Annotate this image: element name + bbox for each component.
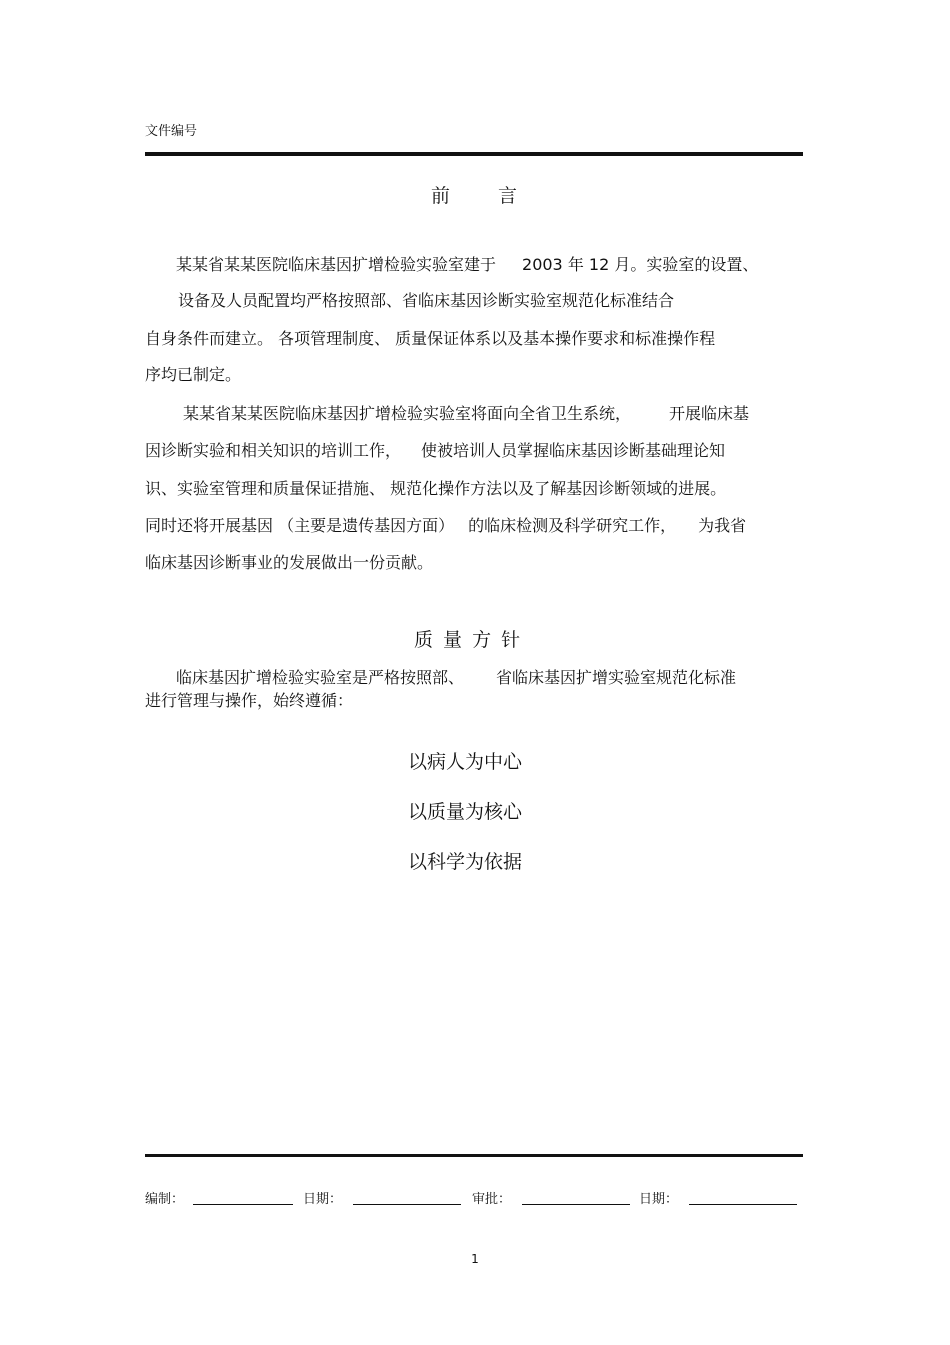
text-segment: 使被培训人员掌握临床基因诊断基础理论知 (421, 441, 726, 460)
preface-p2-line-5: 临床基因诊断事业的发展做出一份贡献。 (145, 553, 434, 572)
text-segment: 某某省某某医院临床基因扩增检验实验室将面向全省卫生系统， (183, 404, 632, 423)
motto-patient-centered: 以病人为中心 (408, 751, 523, 773)
text-segment: 同时还将开展基因 （主要是遗传基因方面） (145, 516, 455, 535)
approved-by-label: 审批： (472, 1192, 512, 1207)
text-segment: 2003 年 12 月。实验室的设置、 (522, 255, 759, 274)
preface-p2-line-1 (183, 401, 749, 424)
text-segment: 为我省 (698, 516, 747, 535)
policy-line-2: 进行管理与操作，始终遵循： (145, 691, 354, 710)
compiled-by-field[interactable] (193, 1204, 293, 1205)
motto-quality-core: 以质量为核心 (408, 801, 523, 823)
preface-p1-line-1 (176, 252, 758, 275)
text-segment: 因诊断实验和相关知识的培训工作， (145, 441, 402, 460)
preface-p2-line-3: 识、实验室管理和质量保证措施、 规范化操作方法以及了解基因诊断领域的进展。 (145, 479, 727, 498)
preface-p1-line-2: 设备及人员配置均严格按照部、省临床基因诊断实验室规范化标准结合 (178, 291, 675, 310)
document-number-label: 文件编号 (145, 124, 198, 139)
quality-policy-title: 质 量 方 针 (414, 629, 523, 651)
text-segment: 的临床检测及科学研究工作， (468, 516, 677, 535)
preface-title-part-1: 前 (431, 185, 453, 207)
text-segment: 省临床基因扩增实验室规范化标准 (496, 668, 737, 687)
preface-p1-line-3: 自身条件而建立。 各项管理制度、 质量保证体系以及基本操作要求和标准操作程 (145, 329, 716, 348)
preface-p2-line-2 (145, 438, 725, 461)
policy-line-1 (176, 665, 736, 688)
preface-title-part-2: 言 (498, 185, 520, 207)
compile-date-label: 日期： (303, 1192, 343, 1207)
motto-science-based: 以科学为依据 (408, 851, 523, 873)
footer-rule (145, 1154, 803, 1157)
approval-date-label: 日期： (639, 1192, 679, 1207)
preface-p2-line-4 (145, 513, 746, 536)
compile-date-field[interactable] (353, 1204, 461, 1205)
header-rule (145, 152, 803, 156)
approved-by-field[interactable] (522, 1204, 630, 1205)
page-number: 1 (471, 1252, 479, 1266)
preface-p1-line-4: 序均已制定。 (145, 365, 242, 384)
signoff-row (145, 1188, 805, 1208)
text-segment: 某某省某某医院临床基因扩增检验实验室建于 (176, 255, 497, 274)
approval-date-field[interactable] (689, 1204, 797, 1205)
text-segment: 开展临床基 (669, 404, 750, 423)
text-segment: 临床基因扩增检验实验室是严格按照部、 (176, 668, 465, 687)
compiled-by-label: 编制： (145, 1192, 185, 1207)
